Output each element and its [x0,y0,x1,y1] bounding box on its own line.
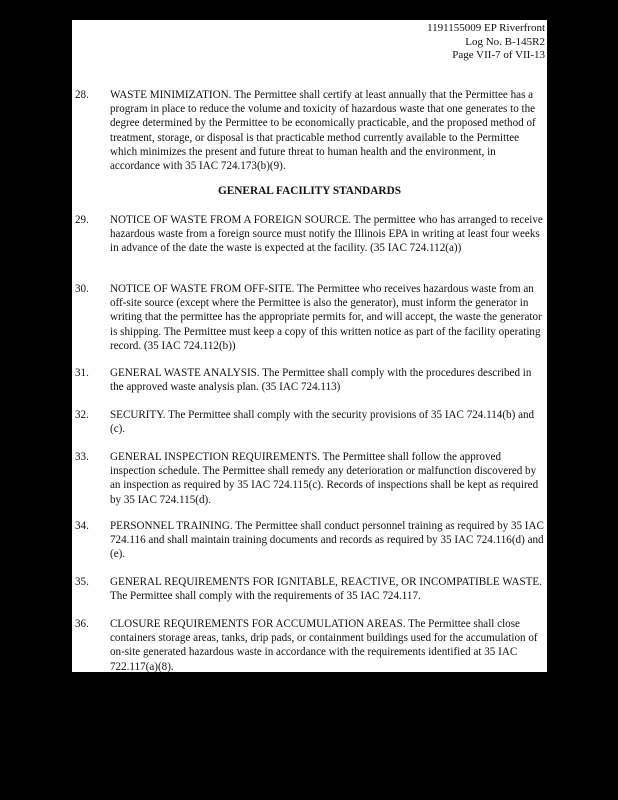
condition-text: NOTICE OF WASTE FROM OFF-SITE. The Permittee who receives hazardous waste from an off-site source (except where the Permittee is also the generator), must inform the generator in writing that the permittee has the appropriate permits for, and will accept, the waste the generator is shipping. The Permittee must keep a copy of this written notice as part of the facility operating record. (35 IAC 724.112(b)) [110,283,542,352]
condition-number: 32. [75,409,89,421]
section-heading: GENERAL FACILITY STANDARDS [217,185,402,197]
condition-text: NOTICE OF WASTE FROM A FOREIGN SOURCE. The permittee who has arranged to receive hazardous waste from a foreign source must notify the Illinois EPA in writing at least four weeks in advance of the date the waste is expected at the facility. (35 IAC 724.112(a)) [110,214,543,255]
condition-text: PERSONNEL TRAINING. The Permittee shall conduct personnel training as required by 35 IAC 724.116 and shall maintain training documents and records as required by 35 IAC 724.116(d) and (e). [110,520,544,561]
header-log-no: Log No. B-145R2 [465,35,545,48]
condition-text: WASTE MINIMIZATION. The Permittee shall certify at least annually that the Permittee has a program in place to reduce the volume and toxicity of hazardous waste that one generates to the degree determined by the Permittee to be economically practicable, and the proposed method of treatment, storage, or disposal is that practicable method currently available to the Permittee which minimizes the present and future threat to human health and the environment, in accordance with 35 IAC 724.173(b)(9). [110,89,536,173]
condition-text: GENERAL INSPECTION REQUIREMENTS. The Permittee shall follow the approved inspection schedule. The Permittee shall remedy any deterioration or malfunction discovered by an inspection as required by 35 IAC 724.115(c). Records of inspections shall be kept as required by 35 IAC 724.115(d). [110,451,539,506]
condition-number: 28. [75,89,89,101]
header-page-no: Page VII-7 of VII-13 [452,49,545,61]
condition-text: GENERAL REQUIREMENTS FOR IGNITABLE, REACTIVE, OR INCOMPATIBLE WASTE. The Permittee shall comply with the requirements of 35 IAC 724.117. [110,576,542,603]
condition-29 [75,213,546,256]
condition-text: CLOSURE REQUIREMENTS FOR ACCUMULATION AREAS. The Permittee shall close containers storage areas, tanks, drip pads, or containment buildings used for the accumulation of on-site generated hazardous waste in accordance with the requirements identified at 35 IAC 722.117(a)(8). [110,618,538,672]
condition-number: 29. [75,214,89,226]
condition-30 [75,282,546,353]
page-header [427,22,545,63]
condition-number: 36. [75,618,89,630]
scan-speck [12,178,15,190]
header-doc-id: 1191155009 EP Riverfront [427,22,545,34]
condition-number: 35. [75,576,89,588]
condition-33 [75,450,546,507]
condition-number: 34. [75,520,89,532]
condition-text: GENERAL WASTE ANALYSIS. The Permittee shall comply with the procedures described in the approved waste analysis plan. (35 IAC 724.113) [110,367,532,394]
condition-28 [75,88,546,173]
condition-number: 33. [75,451,89,463]
condition-35 [75,575,546,603]
condition-31 [75,366,546,394]
condition-34 [75,519,546,562]
condition-number: 31. [75,367,89,379]
condition-32 [75,408,546,436]
document-page [72,20,547,672]
condition-36 [75,617,546,672]
condition-text: SECURITY. The Permittee shall comply with the security provisions of 35 IAC 724.114(b) and (c). [110,409,535,436]
condition-number: 30. [75,283,89,295]
